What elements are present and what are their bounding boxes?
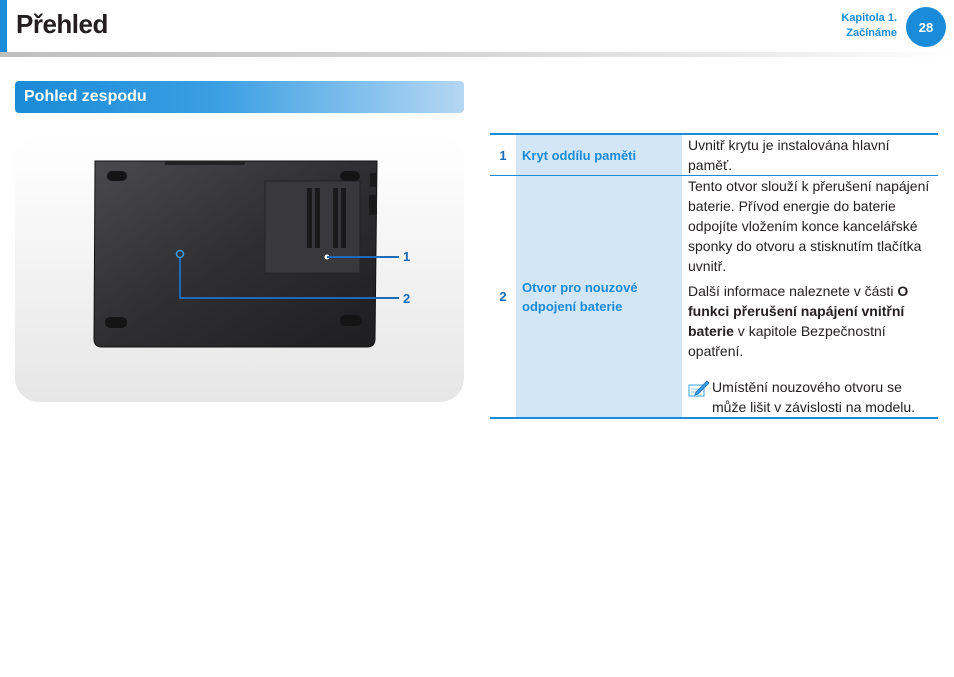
rubber-foot: [105, 317, 127, 328]
header-accent-bar: [0, 0, 7, 52]
description-paragraph: Tento otvor slouží k přerušení napájení baterie. Přívod energie do baterie odpojíte vložením konce kancelářské sponky do otvoru a stisknutím tlačítka uvnitř.: [688, 178, 930, 274]
row-number: 2: [499, 289, 507, 304]
port-shape: [369, 195, 377, 215]
port-shape: [370, 173, 377, 187]
speaker-strip: [165, 161, 245, 165]
note-text: Umístění nouzového otvoru se může lišit v závislosti na modelu.: [712, 379, 916, 415]
component-table: [490, 133, 938, 419]
component-name: Otvor pro nouzové odpojení baterie: [516, 176, 682, 419]
reference-tail: v kapitole Bezpečnostní opatření.: [688, 323, 886, 359]
component-description: [682, 176, 938, 419]
header-rule: [0, 52, 954, 57]
description-paragraph-reference: [688, 281, 932, 361]
chapter-number: Kapitola 1.: [841, 12, 897, 24]
section-heading: Pohled zespodu: [15, 81, 464, 113]
table-row: [490, 134, 938, 176]
component-name: Kryt oddílu paměti: [516, 134, 682, 176]
rubber-foot: [340, 315, 362, 326]
rubber-foot: [340, 171, 360, 181]
callout-number-2: 2: [403, 291, 411, 306]
reference-intro: Další informace naleznete v části: [688, 283, 898, 299]
rubber-foot: [107, 171, 127, 181]
page-title: Přehled: [16, 9, 108, 39]
chapter-name: Začínáme: [846, 27, 897, 39]
component-description: Uvnitř krytu je instalována hlavní paměť.: [682, 134, 938, 176]
laptop-bottom-illustration: [15, 133, 464, 402]
chapter-label: [841, 11, 897, 41]
note-pencil-icon: [688, 379, 712, 404]
laptop-bottom-figure: [15, 133, 464, 402]
table-row: [490, 176, 938, 419]
note-box: [688, 377, 932, 417]
reference-title: O funkci přerušení napájení vnitřní baterie: [688, 283, 909, 339]
page-number-badge: 28: [906, 7, 946, 47]
row-number: 1: [490, 134, 516, 176]
callout-number-1: 1: [403, 249, 411, 264]
